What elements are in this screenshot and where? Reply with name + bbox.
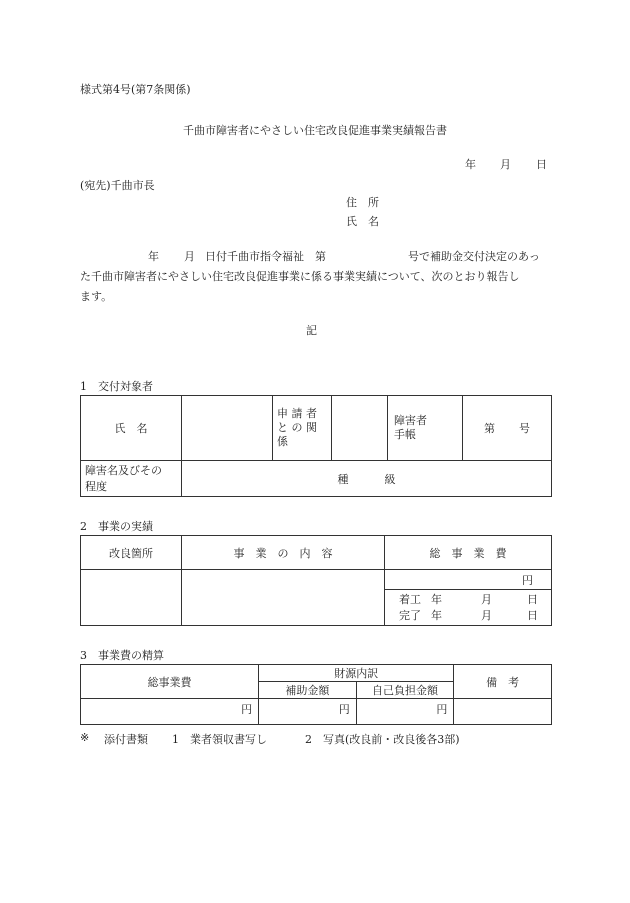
body-month: 月 — [184, 250, 195, 263]
body-decision-suffix: 号で補助金交付決定のあっ — [408, 250, 540, 263]
remarks-header: 備 考 — [454, 665, 552, 699]
subsidy-cell: 円 — [259, 699, 357, 725]
body-line-2: た千曲市障害者にやさしい住宅改良促進事業に係る事業実績について、次のとおり報告し — [80, 270, 520, 283]
date-month-label: 月 — [500, 158, 511, 171]
name-label: 氏 名 — [346, 215, 379, 228]
body-decision-ref: 日付千曲市指令福祉 第 — [205, 250, 326, 263]
place-header: 改良箇所 — [81, 536, 182, 570]
attachments-mark: ※ — [80, 731, 90, 744]
handbook-label: 障害者 手帳 — [388, 396, 463, 461]
form-id: 様式第4号(第7条関係) — [80, 83, 191, 96]
attachments-item-1: 1 業者領収書写し — [172, 733, 267, 746]
period-cell: 着工 年 月 日 完了 年 月 日 — [385, 590, 552, 626]
subsidy-header: 補助金額 — [259, 682, 357, 699]
total-header: 総 事 業 費 — [385, 536, 552, 570]
results-table — [80, 535, 552, 626]
handbook-number-cell: 第 号 — [463, 396, 552, 461]
self-burden-header: 自己負担金額 — [356, 682, 454, 699]
content-cell — [182, 570, 385, 626]
body-year: 年 — [148, 250, 159, 263]
document-title: 千曲市障害者にやさしい住宅改良促進事業実績報告書 — [183, 124, 447, 137]
attachments-item-2: 2 写真(改良前・改良後各3部) — [305, 733, 460, 746]
relation-label: 申 請 者 と の 関 係 — [273, 396, 332, 461]
settlement-table — [80, 664, 552, 725]
recipient-table — [80, 395, 552, 497]
recipient-name-cell — [182, 396, 273, 461]
date-year-label: 年 — [465, 158, 476, 171]
date-day-label: 日 — [536, 158, 547, 171]
attachments-label: 添付書類 — [104, 733, 148, 746]
section2-heading: 2 事業の実績 — [80, 520, 153, 533]
place-cell — [81, 570, 182, 626]
disability-label: 障害名及びその 程度 — [81, 461, 182, 497]
body-line-3: ます。 — [80, 290, 113, 303]
settlement-total-cell: 円 — [81, 699, 259, 725]
section3-heading: 3 事業費の精算 — [80, 649, 164, 662]
self-burden-cell: 円 — [356, 699, 454, 725]
settlement-total-header: 総事業費 — [81, 665, 259, 699]
section1-heading: 1 交付対象者 — [80, 380, 153, 393]
breakdown-header: 財源内訳 — [259, 665, 454, 682]
content-header: 事 業 の 内 容 — [182, 536, 385, 570]
remarks-cell — [454, 699, 552, 725]
relation-cell — [332, 396, 388, 461]
addressee: (宛先)千曲市長 — [80, 179, 155, 192]
address-label: 住 所 — [346, 196, 379, 209]
recipient-name-label: 氏 名 — [81, 396, 182, 461]
disability-cell: 種 級 — [182, 461, 552, 497]
ki-mark: 記 — [306, 324, 317, 337]
total-amount-cell: 円 — [385, 570, 552, 590]
